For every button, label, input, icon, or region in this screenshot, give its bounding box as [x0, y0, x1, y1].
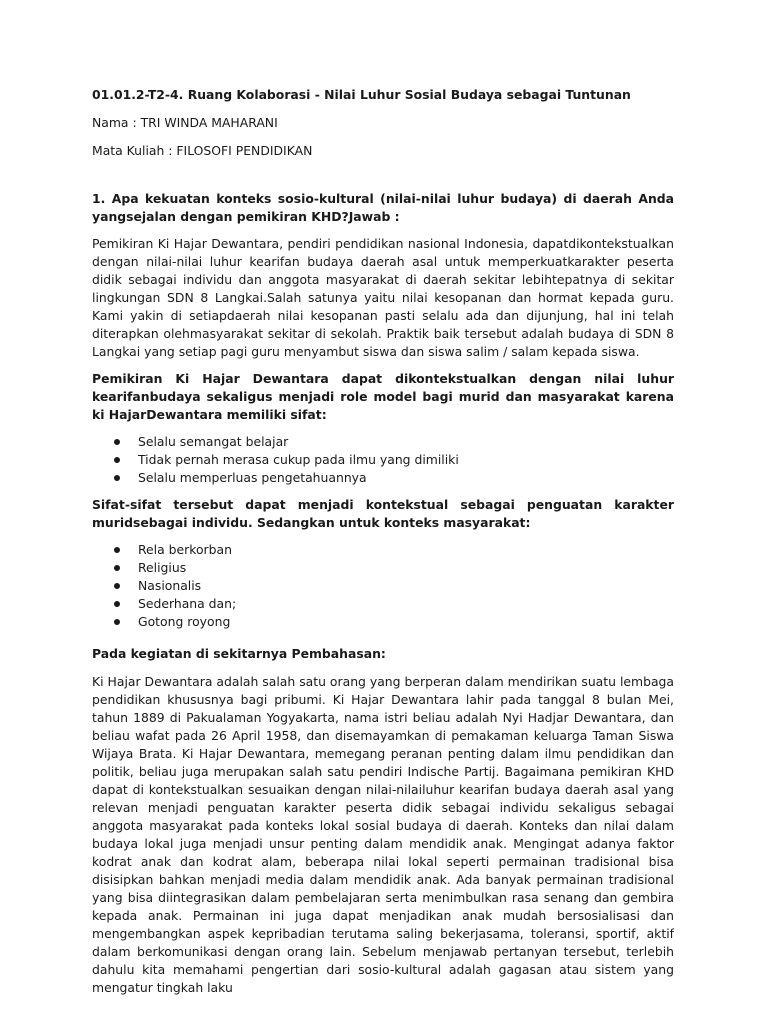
bullet-icon [114, 601, 120, 607]
bullet-icon [114, 457, 120, 463]
bullet-icon [114, 547, 120, 553]
list-item: Gotong royong [92, 613, 674, 631]
khd-traits-intro: Pemikiran Ki Hajar Dewantara dapat dikontekstualkan dengan nilai luhur kearifanbudaya sekaligus menjadi role model bagi murid dan masyarakat karena ki HajarDewantara memiliki sifat: [92, 371, 674, 422]
answer-paragraph-1: Pemikiran Ki Hajar Dewantara, pendiri pendidikan nasional Indonesia, dapatdikontekstualkan dengan nilai-nilai luhur kearifan budaya daerah asal untuk memperkuatkarakter peserta didik sebagai individu dan anggota masyarakat di daerah sekitar lebihtepatnya di sekitar lingkungan SDN 8 Langkai.Salah satunya yaitu nilai kesopanan dan hormat kepada guru. Kami yakin di setiapdaerah nilai kesopanan pasti selalu ada dan dijunjung, hal ini telah diterapkan olehmasyarakat sekitar di sekolah. Praktik baik tersebut adalah budaya di SDN 8 Langkai yang setiap pagi guru menyambut siswa dan siswa salim / salam kepada siswa. [92, 236, 674, 359]
bullet-icon [114, 583, 120, 589]
bullet-icon [114, 439, 120, 445]
khd-traits-list [92, 433, 674, 487]
bullet-icon [114, 565, 120, 571]
community-context-intro: Sifat-sifat tersebut dapat menjadi kontekstual sebagai penguatan karakter muridsebagai individu. Sedangkan untuk konteks masyarakat: [92, 497, 674, 530]
list-item: Selalu memperluas pengetahuannya [92, 469, 674, 487]
bullet-icon [114, 619, 120, 625]
question-1: 1. Apa kekuatan konteks sosio-kultural (nilai-nilai luhur budaya) di daerah Anda yangsejalan dengan pemikiran KHD?Jawab : [92, 191, 674, 224]
course-name: Mata Kuliah : FILOSOFI PENDIDIKAN [92, 143, 313, 158]
bullet-icon [114, 475, 120, 481]
discussion-paragraph: Ki Hajar Dewantara adalah salah satu orang yang berperan dalam mendirikan suatu lembaga pendidikan khususnya bagi pribumi. Ki Hajar Dewantara lahir pada tanggal 8 bulan Mei, tahun 1889 di Pakualaman Yogyakarta, nama istri beliau adalah Nyi Hadjar Dewantara, dan beliau wafat pada 26 April 1958, dan disemayamkan di pemakaman keluarga Taman Siswa Wijaya Brata. Ki Hajar Dewantara, memegang peranan penting dalam ilmu pendidikan dan politik, beliau juga merupakan salah satu pendiri Indische Partij. Bagaimana pemikiran KHD dapat di kontekstualkan sesuaikan dengan nilai-nilailuhur kearifan budaya daerah asal yang relevan menjadi penguatan karakter peserta didik sebagai individu sekaligus sebagai anggota masyarakat pada konteks lokal sosial budaya di daerah. Konteks dan nilai dalam budaya lokal juga menjadi unsur penting dalam mendidik anak. Mengingat adanya faktor kodrat anak dan kodrat alam, beberapa nilai lokal seperti permainan tradisional bisa disisipkan bahkan menjadi media dalam mendidik anak. Ada banyak permainan tradisional yang bisa diintegrasikan dalam pembelajaran serta menimbulkan rasa senang dan gembira kepada anak. Permainan ini juga dapat menjadikan anak mudah bersosialisasi dan mengembangkan aspek kepribadian terutama saling bekerjasama, toleransi, sportif, aktif dalam berkomunikasi dengan orang lain. Sebelum menjawab pertanyan tersebut, terlebih dahulu kita memahami pengertian dari sosio-kultural adalah gagasan atau sistem yang mengatur tingkah laku [92, 674, 674, 995]
document-page [92, 86, 674, 1006]
community-values-list [92, 541, 674, 631]
list-item: Religius [92, 559, 674, 577]
list-item: Tidak pernah merasa cukup pada ilmu yang dimiliki [92, 451, 674, 469]
document-title: 01.01.2-T2-4. Ruang Kolaborasi - Nilai Luhur Sosial Budaya sebagai Tuntunan [92, 87, 631, 102]
discussion-heading: Pada kegiatan di sekitarnya Pembahasan: [92, 646, 386, 661]
author-name: Nama : TRI WINDA MAHARANI [92, 115, 278, 130]
list-item: Selalu semangat belajar [92, 433, 674, 451]
list-item: Rela berkorban [92, 541, 674, 559]
list-item: Nasionalis [92, 577, 674, 595]
list-item: Sederhana dan; [92, 595, 674, 613]
